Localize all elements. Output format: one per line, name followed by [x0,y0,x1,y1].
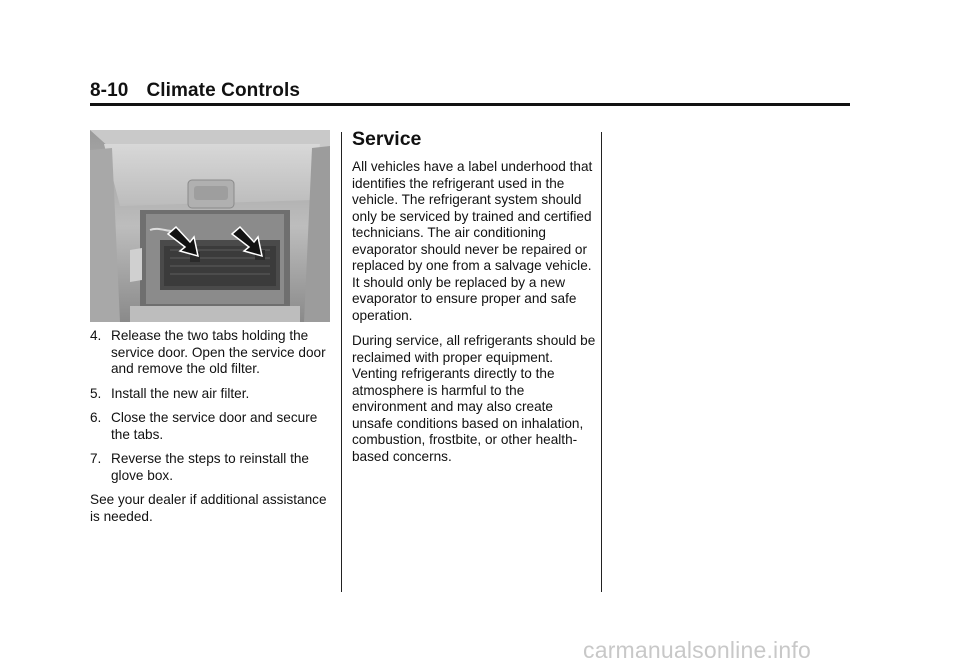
page-title [90,80,850,102]
service-paragraph-2: During service, all refrigerants should be reclaimed with proper equipment. Venting refrigerants directly to the atmosphere is harmful to the environment and may also create unsafe conditions based on inhalation, combustion, frostbite, or other health-based concerns. [352,333,596,464]
page-header [90,80,850,102]
dealer-note: See your dealer if additional assistance is needed. [90,492,327,524]
column-divider-left [341,132,342,592]
glove-box-filter-photo [90,130,330,322]
header-rule [90,103,850,106]
service-heading: Service [352,128,422,150]
watermark: carmanualsonline.info [583,637,811,663]
service-section [352,128,597,474]
list-item: 6. Close the service door and secure the tabs. [90,410,318,442]
left-column [90,130,332,525]
list-item: 7. Reverse the steps to reinstall the glove box. [90,451,309,483]
list-item: 5. Install the new air filter. [90,385,250,401]
steps-list [90,328,332,484]
service-paragraph-1: All vehicles have a label underhood that identifies the refrigerant used in the vehicle. The refrigerant system should only be serviced by trained and certified technicians. The air conditioning evaporator should never be repaired or replaced by one from a salvage vehicle. It should only be replaced by a new evaporator to ensure proper and safe operation. [352,159,593,323]
list-item: 4. Release the two tabs holding the service door. Open the service door and remove the old filter. [90,328,326,376]
page-number: 8-10 [90,80,129,101]
section-title: Climate Controls [146,80,301,101]
column-divider-right [601,132,602,592]
